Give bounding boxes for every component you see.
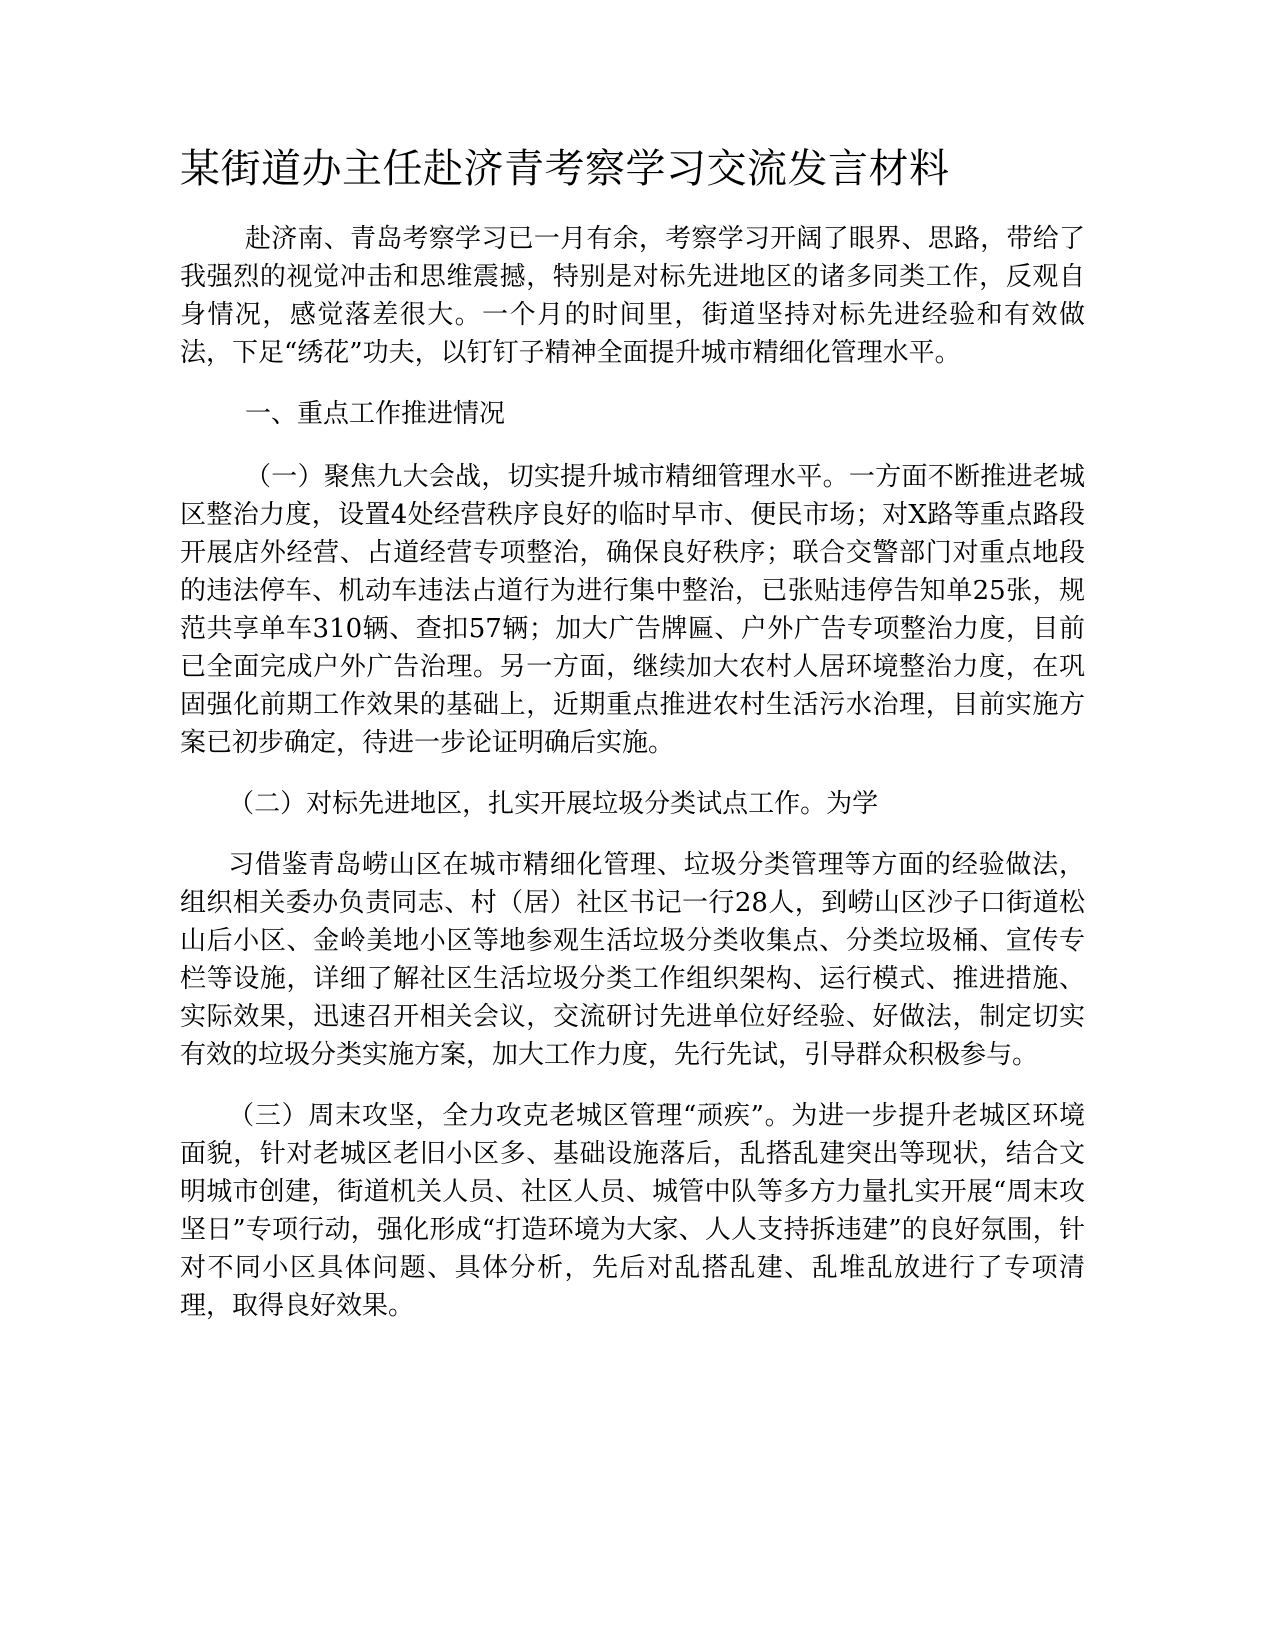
paragraph-item-1: （一）聚焦九大会战，切实提升城市精细管理水平。一方面不断推进老城区整治力度，设置4处经营秩序良好的临时早市、便民市场；对X路等重点路段开展店外经营、占道经营专项整治，确保良好秩序；联合交警部门对重点地段的违法停车、机动车违法占道行为进行集中整治，已张贴违停告知单25张，规范共享单车310辆、查扣57辆；加大广告牌匾、户外广告专项整治力度，目前已全面完成户外广告治理。另一方面，继续加大农村人居环境整治力度，在巩固强化前期工作效果的基础上，近期重点推进农村生活污水治理，目前实施方案已初步确定，待进一步论证明确后实施。 (180, 462, 1085, 758)
paragraph-item-3: （三）周末攻坚，全力攻克老城区管理“顽疾”。为进一步提升老城区环境面貌，针对老城区老旧小区多、基础设施落后，乱搭乱建突出等现状，结合文明城市创建，街道机关人员、社区人员、城管中队等多方力量扎实开展“周末攻坚日”专项行动，强化形成“打造环境为大家、人人支持拆违建”的良好氛围，针对不同小区具体问题、具体分析，先后对乱搭乱建、乱堆乱放进行了专项清理，取得良好效果。 (180, 1101, 1085, 1321)
document-page (180, 140, 1085, 1348)
document-title: 某街道办主任赴济青考察学习交流发言材料 (180, 146, 950, 192)
paragraph-item-2-start: （二）对标先进地区，扎实开展垃圾分类试点工作。为学 (228, 789, 879, 819)
section-heading-1: 一、重点工作推进情况 (245, 399, 506, 429)
paragraph-item-2-continued: 习借鉴青岛崂山区在城市精细化管理、垃圾分类管理等方面的经验做法，组织相关委办负责同志、村（居）社区书记一行28人，到崂山区沙子口街道松山后小区、金岭美地小区等地参观生活垃圾分类收集点、分类垃圾桶、宣传专栏等设施，详细了解社区生活垃圾分类工作组织架构、运行模式、推进措施、实际效果，迅速召开相关会议，交流研讨先进单位好经验、好做法，制定切实有效的垃圾分类实施方案，加大工作力度，先行先试，引导群众积极参与。 (180, 850, 1085, 1070)
paragraph-intro: 赴济南、青岛考察学习已一月有余，考察学习开阔了眼界、思路，带给了我强烈的视觉冲击和思维震撼，特别是对标先进地区的诸多同类工作，反观自身情况，感觉落差很大。一个月的时间里，街道坚持对标先进经验和有效做法，下足“绣花”功夫，以钉钉子精神全面提升城市精细化管理水平。 (180, 224, 1085, 368)
